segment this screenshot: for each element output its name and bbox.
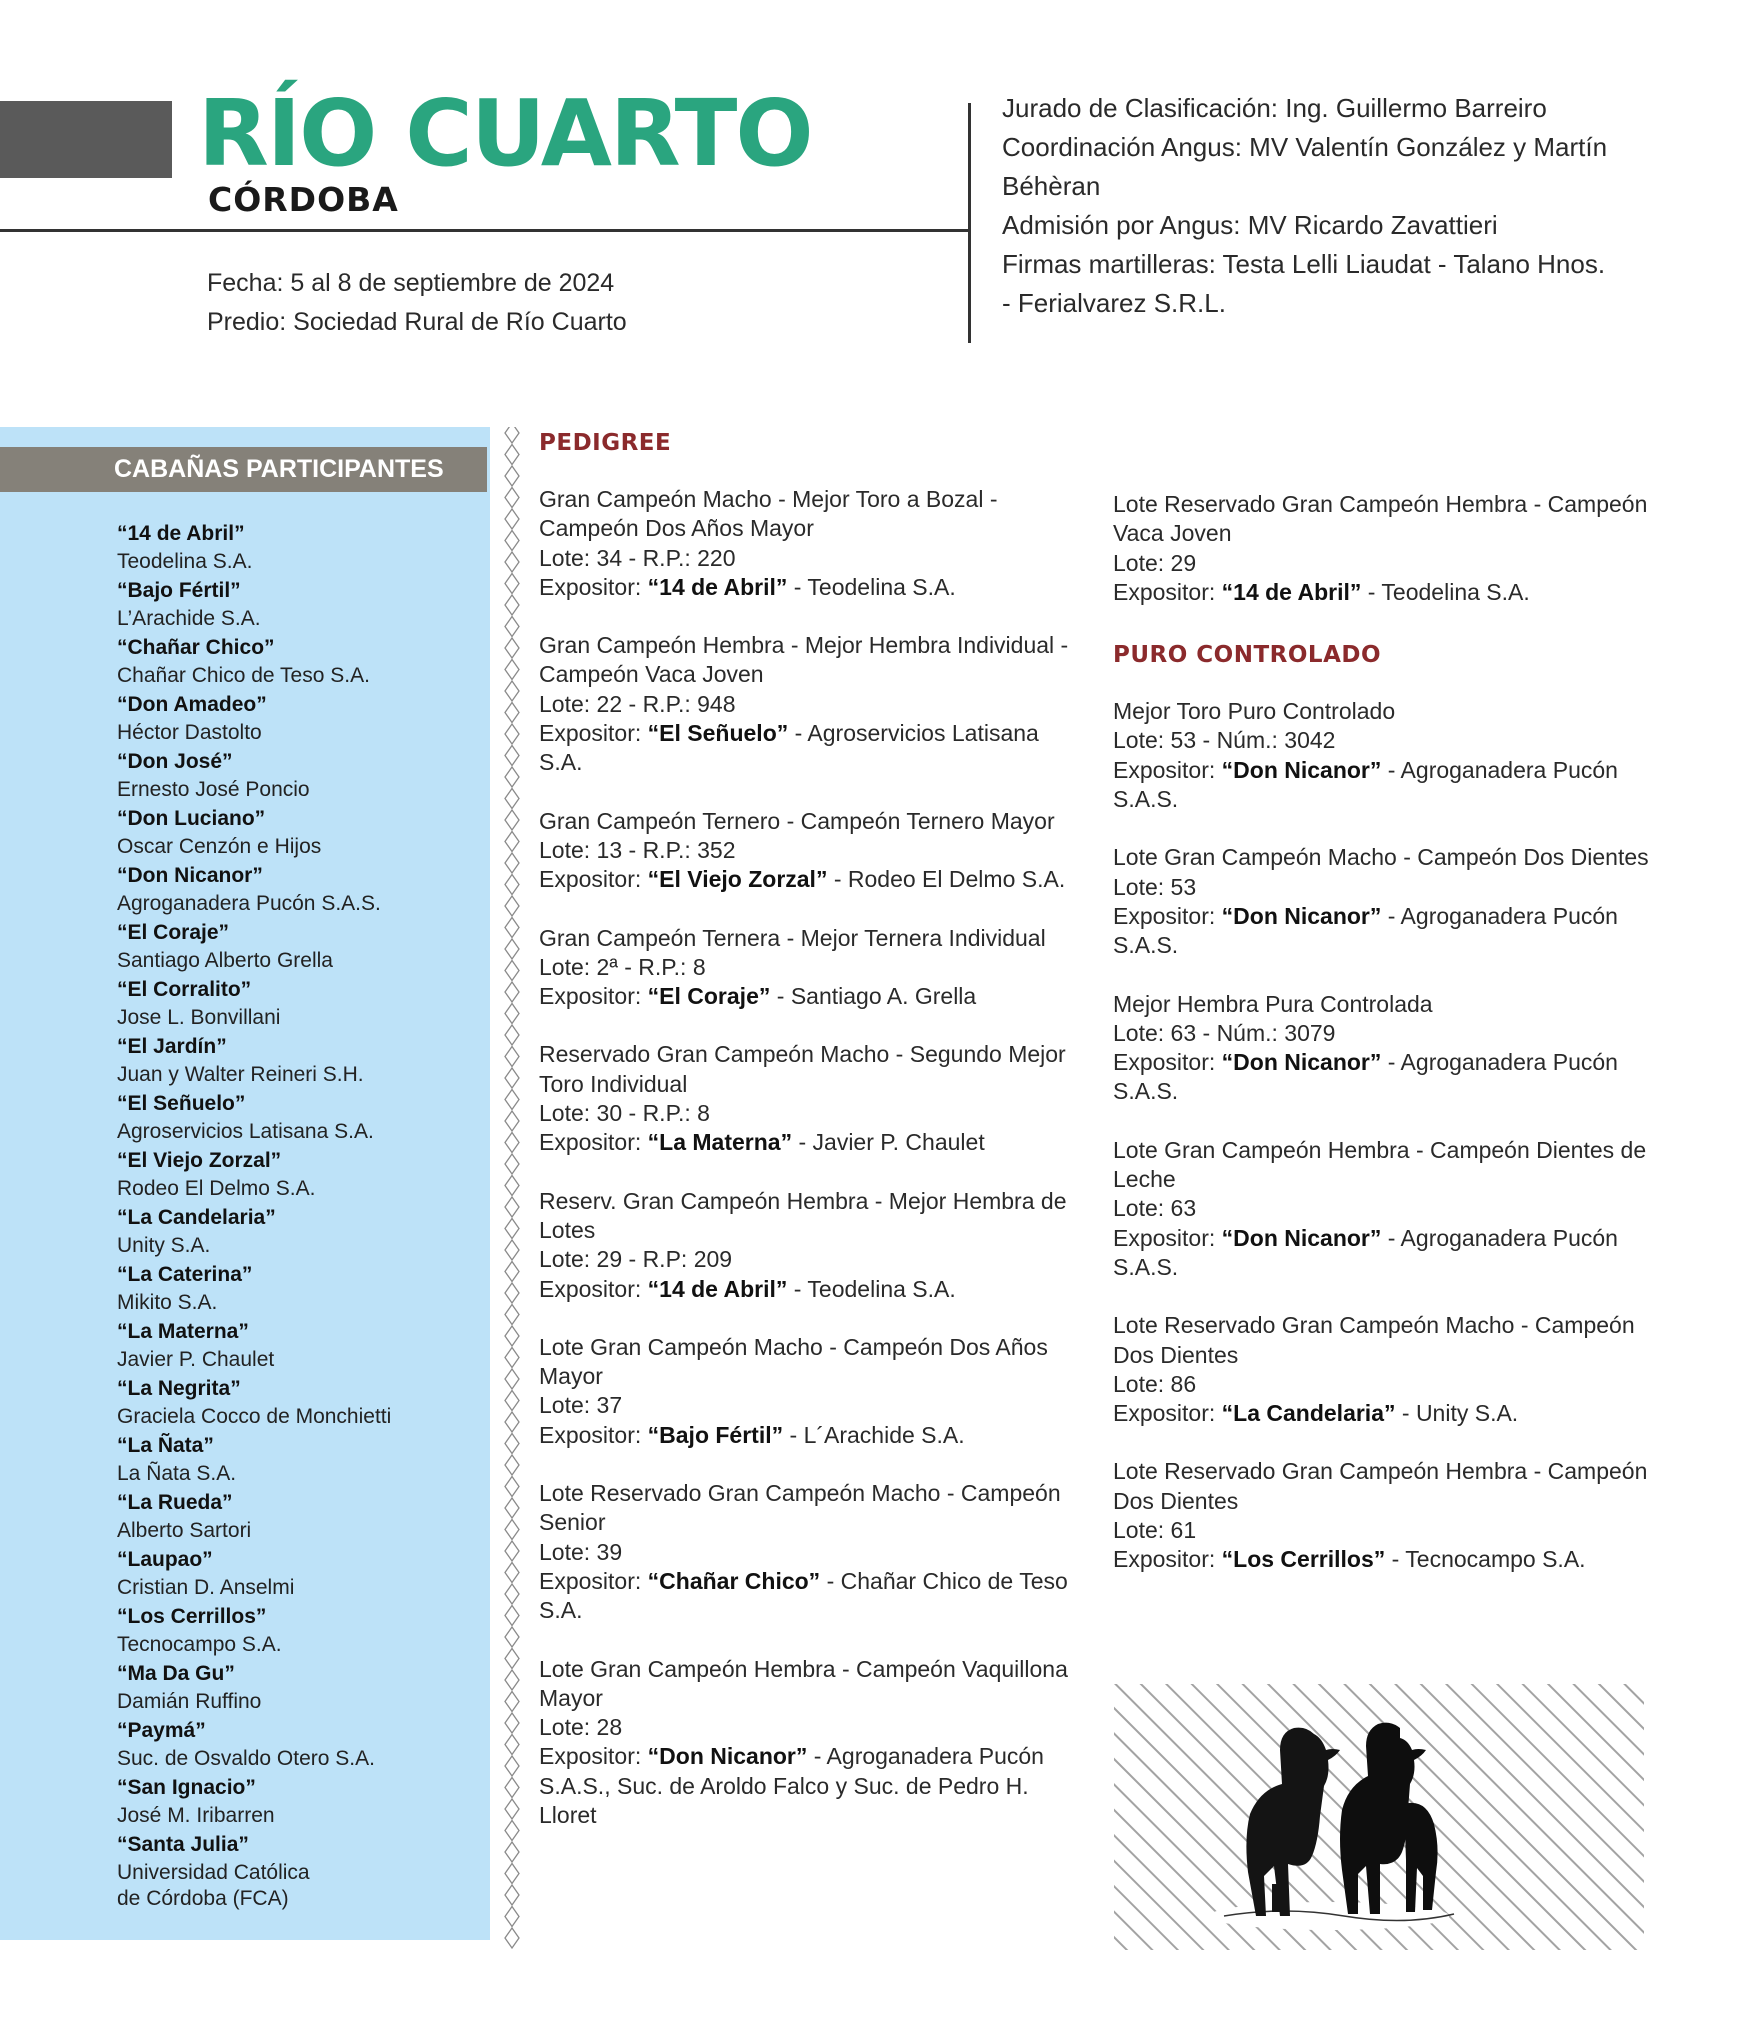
jury-line: Béhèran [1002, 171, 1101, 201]
cabana-item [117, 1090, 489, 1147]
exhibitor-owner: - Agroganadera Pucón S.A.S., Suc. de Aroldo Falco y Suc. de Pedro H. Lloret [539, 1743, 1044, 1828]
divider-diamond [505, 1068, 519, 1088]
award-lot: Lote: 30 - R.P.: 8 [539, 1100, 710, 1127]
divider-diamond [505, 1541, 519, 1561]
award-entry [539, 807, 1079, 895]
divider-diamond [505, 1821, 519, 1841]
award-lot: Lote: 2ª - R.P.: 8 [539, 953, 706, 980]
exhibitor-owner: - Agroganadera Pucón S.A.S. [1113, 1224, 1618, 1280]
exhibitor-cabana: “14 de Abril” [647, 1275, 788, 1302]
divider-diamond [505, 810, 519, 830]
divider-diamond [505, 1154, 519, 1174]
results-column-1 [539, 425, 1079, 1859]
divider-diamond [505, 1004, 519, 1024]
exhibitor-owner: - Agroganadera Pucón S.A.S. [1113, 902, 1618, 959]
cabana-item [117, 577, 489, 634]
page-subtitle: CÓRDOBA [208, 180, 399, 219]
award-entry [1113, 1457, 1673, 1574]
puro-controlado-awards [1113, 697, 1673, 1574]
exhibitor-label: Expositor: [1113, 1224, 1216, 1251]
award-exhibitor [1113, 1545, 1673, 1574]
divider-diamond [505, 466, 519, 486]
divider-diamond [505, 1606, 519, 1626]
exhibitor-cabana: “El Coraje” [647, 983, 771, 1010]
cabana-owner: L’Arachide S.A. [117, 607, 261, 630]
exhibitor-label: Expositor: [539, 1567, 642, 1594]
cabana-name: “Don Amadeo” [117, 693, 267, 716]
pedigree-heading: PEDIGREE [539, 430, 672, 456]
award-entry [1113, 843, 1673, 960]
cabana-item [117, 1375, 489, 1432]
award-lot: Lote: 22 - R.P.: 948 [539, 690, 736, 717]
cabana-name: “Don José” [117, 750, 233, 773]
exhibitor-cabana: “Don Nicanor” [1221, 902, 1382, 929]
cabana-name: “La Materna” [117, 1320, 249, 1343]
award-exhibitor [1113, 902, 1673, 961]
divider-diamond [505, 1176, 519, 1196]
divider-diamond [505, 1713, 519, 1733]
divider-diamond [505, 660, 519, 680]
exhibitor-owner: - Teodelina S.A. [793, 1275, 956, 1302]
award-lot: Lote: 53 [1113, 873, 1197, 900]
award-entry [1113, 990, 1673, 1107]
cabana-item [117, 1660, 489, 1717]
award-lot: Lote: 63 [1113, 1195, 1197, 1222]
cabana-item [117, 1717, 489, 1774]
award-entry [539, 924, 1079, 1012]
cabana-name: “El Viejo Zorzal” [117, 1149, 282, 1172]
divider-diamond [505, 1090, 519, 1110]
cabana-name: “La Negrita” [117, 1377, 241, 1400]
award-exhibitor [539, 719, 1079, 778]
cabana-name: “Laupao” [117, 1548, 213, 1571]
jury-line: Admisión por Angus: MV Ricardo Zavattieri [1002, 210, 1498, 240]
award-exhibitor [539, 1567, 1079, 1626]
divider-diamond [505, 724, 519, 744]
cabana-name: “La Ñata” [117, 1434, 214, 1457]
award-entry [1113, 697, 1673, 814]
cabana-owner: Universidad Católica [117, 1861, 310, 1884]
award-title: Lote Gran Campeón Hembra - Campeón Dientes de Leche [1113, 1136, 1647, 1193]
award-lot: Lote: 13 - R.P.: 352 [539, 836, 736, 863]
cabana-owner: Ernesto José Poncio [117, 778, 310, 801]
exhibitor-label: Expositor: [539, 720, 642, 747]
cabana-item [117, 805, 489, 862]
cabana-owner: Graciela Cocco de Monchietti [117, 1405, 392, 1428]
exhibitor-label: Expositor: [1113, 578, 1216, 605]
exhibitor-owner: - Agroganadera Pucón S.A.S. [1113, 756, 1618, 813]
award-exhibitor [1113, 578, 1673, 607]
cabana-owner: Héctor Dastolto [117, 721, 262, 744]
cabana-item [117, 1261, 489, 1318]
cabana-owner: Suc. de Osvaldo Otero S.A. [117, 1747, 375, 1770]
exhibitor-owner: - Rodeo El Delmo S.A. [833, 866, 1066, 893]
award-lot: Lote: 53 - Núm.: 3042 [1113, 727, 1336, 754]
award-title: Lote Reservado Gran Campeón Hembra - Campeón Dos Dientes [1113, 1458, 1648, 1514]
cabana-item [117, 1831, 489, 1910]
award-lot: Lote: 61 [1113, 1517, 1197, 1544]
cabana-name: “La Caterina” [117, 1263, 253, 1286]
jury-line: Coordinación Angus: MV Valentín González y Martín [1002, 132, 1608, 162]
divider-diamond [505, 1735, 519, 1755]
divider-diamond [505, 1369, 519, 1389]
cabana-name: “Ma Da Gu” [117, 1662, 235, 1685]
cabana-name: “El Jardín” [117, 1035, 227, 1058]
divider-diamond [505, 1563, 519, 1583]
cabana-name: “San Ignacio” [117, 1776, 256, 1799]
divider-diamond [505, 681, 519, 701]
cabana-name: “14 de Abril” [117, 522, 245, 545]
award-entry [539, 1040, 1079, 1157]
puro-controlado-heading: PURO CONTROLADO [1113, 642, 1382, 669]
cabana-owner: Damián Ruffino [117, 1690, 262, 1713]
award-lot: Lote: 39 [539, 1538, 623, 1565]
cabana-item [117, 1204, 489, 1261]
exhibitor-cabana: “Don Nicanor” [1221, 1224, 1382, 1251]
divider-diamond [505, 1197, 519, 1217]
divider-diamond [505, 1305, 519, 1325]
divider-diamond [505, 961, 519, 981]
cabana-item [117, 1432, 489, 1489]
divider-diamond [505, 1326, 519, 1346]
award-entry [539, 485, 1079, 602]
pedigree-awards [539, 485, 1079, 1830]
cabanas-heading: CABAÑAS PARTICIPANTES [0, 447, 487, 492]
award-exhibitor [539, 982, 1079, 1011]
award-exhibitor [539, 573, 1079, 602]
cabana-name: “Santa Julia” [117, 1833, 249, 1856]
exhibitor-label: Expositor: [1113, 1400, 1216, 1427]
cabana-owner: Cristian D. Anselmi [117, 1576, 295, 1599]
exhibitor-cabana: “La Candelaria” [1221, 1400, 1396, 1427]
award-exhibitor [539, 1742, 1079, 1830]
exhibitor-cabana: “Chañar Chico” [647, 1567, 821, 1594]
award-exhibitor [539, 1421, 1079, 1450]
jury-info [1002, 89, 1692, 323]
results-column-2 [1113, 490, 1673, 1604]
cabana-owner: Mikito S.A. [117, 1291, 218, 1314]
award-title: Lote Gran Campeón Hembra - Campeón Vaquillona Mayor [539, 1655, 1068, 1711]
cabana-owner: Agroganadera Pucón S.A.S. [117, 892, 381, 915]
divider-diamond [505, 574, 519, 594]
divider-diamond [505, 509, 519, 529]
page-title: RÍO CUARTO [198, 80, 812, 187]
cabana-name: “Paymá” [117, 1719, 206, 1742]
exhibitor-label: Expositor: [539, 1421, 642, 1448]
cabana-name: “Bajo Fértil” [117, 579, 241, 602]
pedigree-awards-cont [1113, 490, 1673, 607]
cabana-name: “Los Cerrillos” [117, 1605, 267, 1628]
award-title: Lote Reservado Gran Campeón Macho - Campeón Dos Dientes [1113, 1312, 1635, 1368]
award-title: Gran Campeón Ternera - Mejor Ternera Individual [539, 924, 1046, 951]
divider-diamond [505, 1670, 519, 1690]
exhibitor-label: Expositor: [539, 1275, 642, 1302]
cabana-owner: Alberto Sartori [117, 1519, 252, 1542]
cabana-item [117, 520, 489, 577]
exhibitor-cabana: “14 de Abril” [1221, 578, 1362, 605]
award-exhibitor [1113, 756, 1673, 815]
divider-diamond [505, 1842, 519, 1862]
header-gray-bar [0, 101, 172, 178]
divider-diamond [505, 488, 519, 508]
award-entry [539, 1333, 1079, 1450]
divider-diamond [505, 746, 519, 766]
exhibitor-label: Expositor: [1113, 1049, 1216, 1076]
cabana-item [117, 691, 489, 748]
exhibitor-cabana: “Bajo Fértil” [647, 1421, 784, 1448]
exhibitor-owner: - Santiago A. Grella [776, 983, 977, 1010]
award-title: Mejor Hembra Pura Controlada [1113, 990, 1433, 1017]
cabana-owner: Santiago Alberto Grella [117, 949, 333, 972]
divider-diamond [505, 767, 519, 787]
cabana-item [117, 1603, 489, 1660]
divider-diamond [505, 1885, 519, 1905]
award-title: Lote Reservado Gran Campeón Hembra - Campeón Vaca Joven [1113, 491, 1648, 547]
cabana-name: “Don Luciano” [117, 807, 266, 830]
divider-diamond [505, 703, 519, 723]
cabana-name: “La Rueda” [117, 1491, 233, 1514]
divider-diamond [505, 1477, 519, 1497]
divider-diamond [505, 617, 519, 637]
exhibitor-cabana: “Don Nicanor” [1221, 756, 1382, 783]
exhibitor-label: Expositor: [1113, 1546, 1216, 1573]
divider-diamond [505, 1111, 519, 1131]
exhibitor-cabana: “El Viejo Zorzal” [647, 866, 828, 893]
divider-diamond [505, 789, 519, 809]
award-entry [539, 631, 1079, 777]
award-entry [539, 1655, 1079, 1831]
cabana-name: “El Corralito” [117, 978, 252, 1001]
divider-diamond [505, 1391, 519, 1411]
award-title: Lote Gran Campeón Macho - Campeón Dos Años Mayor [539, 1333, 1048, 1390]
award-entry [1113, 490, 1673, 607]
award-title: Gran Campeón Hembra - Mejor Hembra Individual - Campeón Vaca Joven [539, 632, 1069, 688]
divider-diamond [505, 531, 519, 551]
cabana-owner: Juan y Walter Reineri S.H. [117, 1063, 364, 1086]
divider-diamond [505, 1864, 519, 1884]
cabana-owner: La Ñata S.A. [117, 1462, 237, 1485]
cabana-name: “La Candelaria” [117, 1206, 276, 1229]
divider-diamond [505, 445, 519, 465]
award-entry [539, 1187, 1079, 1304]
divider-diamond [505, 638, 519, 658]
divider-diamond [505, 1025, 519, 1045]
award-title: Lote Reservado Gran Campeón Macho - Campeón Senior [539, 1480, 1061, 1536]
divider-diamond [505, 1133, 519, 1153]
divider-diamond [505, 1455, 519, 1475]
cabana-owner: Unity S.A. [117, 1234, 211, 1257]
exhibitor-owner: - Chañar Chico de Teso S.A. [539, 1567, 1068, 1624]
divider-diamond [505, 1498, 519, 1518]
award-lot: Lote: 37 [539, 1392, 623, 1419]
divider-diamond [505, 853, 519, 873]
divider-diamond [505, 896, 519, 916]
divider-diamond [505, 1348, 519, 1368]
jury-line: Firmas martilleras: Testa Lelli Liaudat - Talano Hnos. [1002, 249, 1606, 279]
award-exhibitor [539, 1275, 1079, 1304]
cabana-owner-line-2: de Córdoba (FCA) [117, 1887, 289, 1910]
exhibitor-owner: - Unity S.A. [1401, 1400, 1519, 1427]
divider-diamond [505, 1584, 519, 1604]
cabana-name: “Don Nicanor” [117, 864, 263, 887]
cabana-item [117, 634, 489, 691]
award-exhibitor [539, 1128, 1079, 1157]
award-entry [1113, 1136, 1673, 1282]
divider-diamond [505, 918, 519, 938]
cabana-item [117, 1033, 489, 1090]
exhibitor-cabana: “La Materna” [647, 1129, 793, 1156]
divider-diamond [505, 1907, 519, 1927]
exhibitor-owner: - Tecnocampo S.A. [1391, 1546, 1586, 1573]
award-title: Mejor Toro Puro Controlado [1113, 698, 1396, 725]
cabana-name: “Chañar Chico” [117, 636, 275, 659]
divider-diamond [505, 982, 519, 1002]
cabanas-list [117, 520, 489, 1910]
header-vertical-rule [968, 103, 971, 343]
cabana-owner: Oscar Cenzón e Hijos [117, 835, 322, 858]
cabana-item [117, 748, 489, 805]
exhibitor-cabana: “14 de Abril” [647, 573, 788, 600]
cabana-name: “El Señuelo” [117, 1092, 246, 1115]
divider-diamond [505, 875, 519, 895]
divider-diamond [505, 1778, 519, 1798]
exhibitor-owner: - Teodelina S.A. [793, 573, 956, 600]
event-date: Fecha: 5 al 8 de septiembre de 2024 [207, 269, 615, 297]
jury-line: - Ferialvarez S.R.L. [1002, 288, 1226, 318]
cabana-item [117, 1147, 489, 1204]
divider-diamond [505, 1520, 519, 1540]
jury-line: Jurado de Clasificación: Ing. Guillermo Barreiro [1002, 93, 1547, 123]
award-title: Gran Campeón Macho - Mejor Toro a Bozal - Campeón Dos Años Mayor [539, 486, 998, 542]
exhibitor-label: Expositor: [1113, 902, 1216, 929]
award-entry [1113, 1311, 1673, 1428]
divider-diamond [505, 1649, 519, 1669]
exhibitor-owner: - L´Arachide S.A. [789, 1421, 965, 1448]
cabana-item [117, 1546, 489, 1603]
divider-diamond [505, 427, 519, 443]
divider-diamond [505, 1434, 519, 1454]
exhibitor-label: Expositor: [539, 573, 642, 600]
award-entry [539, 1479, 1079, 1625]
exhibitor-owner: - Javier P. Chaulet [798, 1129, 985, 1156]
award-lot: Lote: 86 [1113, 1370, 1197, 1397]
cabana-owner: José M. Iribarren [117, 1804, 275, 1827]
divider-diamond [505, 1262, 519, 1282]
exhibitor-label: Expositor: [539, 1129, 642, 1156]
award-title: Reservado Gran Campeón Macho - Segundo Mejor Toro Individual [539, 1041, 1066, 1097]
cabana-owner: Teodelina S.A. [117, 550, 253, 573]
divider-diamond [505, 595, 519, 615]
divider-diamond [505, 1756, 519, 1776]
divider-diamond [505, 1627, 519, 1647]
event-venue: Predio: Sociedad Rural de Río Cuarto [207, 308, 627, 336]
award-lot: Lote: 63 - Núm.: 3079 [1113, 1019, 1336, 1046]
cabana-owner: Agroservicios Latisana S.A. [117, 1120, 374, 1143]
exhibitor-label: Expositor: [539, 866, 642, 893]
exhibitor-cabana: “Don Nicanor” [647, 1743, 808, 1770]
award-title: Lote Gran Campeón Macho - Campeón Dos Dientes [1113, 844, 1649, 871]
cabana-owner: Tecnocampo S.A. [117, 1633, 282, 1656]
diamond-divider [504, 427, 520, 1950]
event-info [207, 264, 627, 342]
award-exhibitor [1113, 1399, 1673, 1428]
divider-diamond [505, 1283, 519, 1303]
cabana-item [117, 862, 489, 919]
divider-diamond [505, 1047, 519, 1067]
exhibitor-label: Expositor: [539, 983, 642, 1010]
cabana-owner: Rodeo El Delmo S.A. [117, 1177, 316, 1200]
cabana-owner: Jose L. Bonvillani [117, 1006, 281, 1029]
divider-diamond [505, 1219, 519, 1239]
divider-diamond [505, 1928, 519, 1948]
cabana-owner: Javier P. Chaulet [117, 1348, 275, 1371]
award-lot: Lote: 29 - R.P: 209 [539, 1246, 733, 1273]
cabana-owner: Chañar Chico de Teso S.A. [117, 664, 370, 687]
divider-diamond [505, 1240, 519, 1260]
award-exhibitor [1113, 1224, 1673, 1283]
angus-cattle-illustration [1114, 1684, 1644, 1950]
exhibitor-cabana: “Los Cerrillos” [1221, 1546, 1386, 1573]
exhibitor-label: Expositor: [1113, 756, 1216, 783]
exhibitor-cabana: “El Señuelo” [647, 720, 789, 747]
header-rule [0, 229, 970, 232]
exhibitor-owner: - Teodelina S.A. [1367, 578, 1530, 605]
award-lot: Lote: 28 [539, 1714, 623, 1741]
exhibitor-cabana: “Don Nicanor” [1221, 1049, 1382, 1076]
award-lot: Lote: 34 - R.P.: 220 [539, 544, 736, 571]
cabana-item [117, 1774, 489, 1831]
divider-diamond [505, 939, 519, 959]
award-title: Reserv. Gran Campeón Hembra - Mejor Hembra de Lotes [539, 1187, 1067, 1243]
cabana-item [117, 1489, 489, 1546]
divider-diamond [505, 832, 519, 852]
cabana-item [117, 919, 489, 976]
award-exhibitor [539, 865, 1079, 894]
cabana-item [117, 976, 489, 1033]
divider-diamond [505, 1412, 519, 1432]
cabana-item [117, 1318, 489, 1375]
divider-diamond [505, 1692, 519, 1712]
award-exhibitor [1113, 1048, 1673, 1107]
award-lot: Lote: 29 [1113, 549, 1197, 576]
exhibitor-owner: - Agroganadera Pucón S.A.S. [1113, 1049, 1618, 1105]
divider-diamond [505, 552, 519, 572]
award-title: Gran Campeón Ternero - Campeón Ternero Mayor [539, 807, 1055, 834]
exhibitor-owner: - Agroservicios Latisana S.A. [539, 720, 1039, 776]
cabana-name: “El Coraje” [117, 921, 230, 944]
exhibitor-label: Expositor: [539, 1743, 642, 1770]
divider-diamond [505, 1799, 519, 1819]
